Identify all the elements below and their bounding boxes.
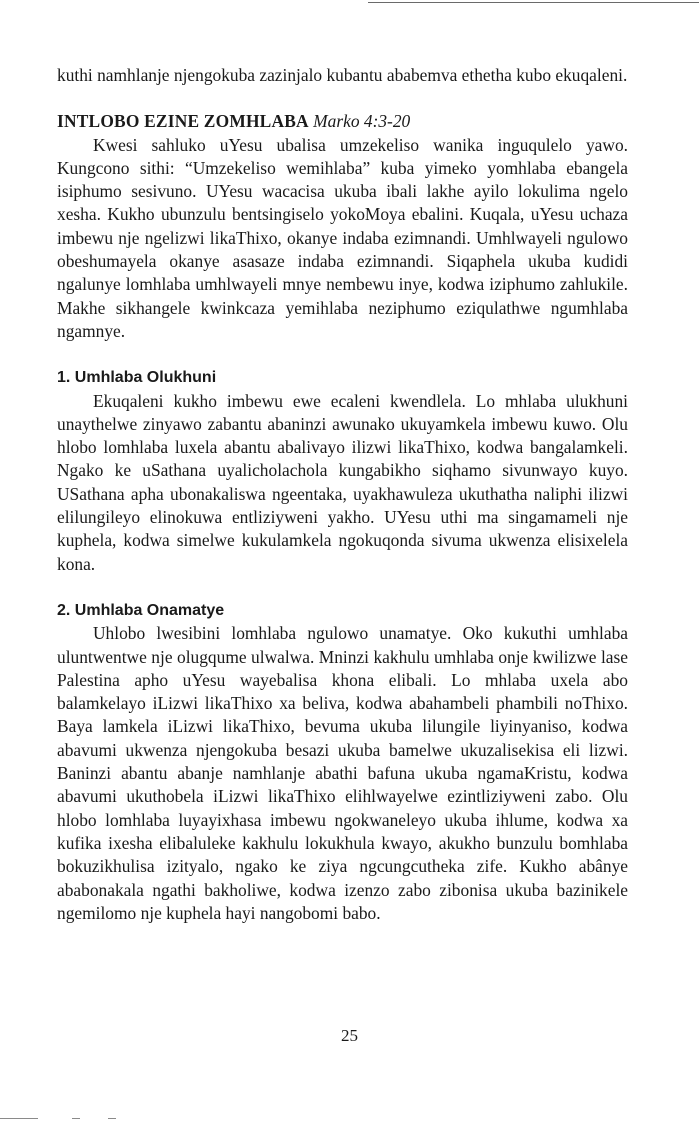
section-paragraph: Ekuqaleni kukho imbewu ewe ecaleni kwendlela. Lo mhlaba ulukhuni unaythelwe zinyawo zabantu abaninzi awunako ukuyamkela imbewu kuwo. Olu hlobo lomhlaba luxela abantu abalivayo ilizwi likaThixo, kodwa bangalamkeli. Ngako ke uSathana uyalicholachola kungabikho siqhamo sivunwayo kuyo. USathana apha ubonakaliswa ngeentaka, uyakhawuleza ukuthatha naliphi ilizwi elilungileyo elinokuwa entliziyweni yakho. UYesu uthi ma singamameli nje kuphela, kodwa simelwe kukulamkela ngokuqonda sivuma ukwenza elisixelela kona. — [57, 390, 628, 574]
spacer — [57, 87, 628, 110]
section-heading: 1. Umhlaba Olukhuni — [57, 369, 217, 387]
chapter-heading — [57, 110, 628, 133]
scan-edge-mark — [0, 1118, 38, 1119]
spacer — [57, 576, 628, 599]
page-body — [57, 64, 628, 925]
page-number: 25 — [341, 1026, 358, 1045]
spacer — [57, 343, 628, 366]
scan-edge-mark — [108, 1118, 116, 1119]
intro-paragraph: kuthi namhlanje njengokuba zazinjalo kubantu ababemva ethetha kubo ekuqaleni. — [57, 65, 628, 85]
scan-edge-mark — [72, 1118, 80, 1119]
chapter-title: INTLOBO EZINE ZOMHLABA — [57, 111, 309, 132]
scripture-reference: Marko 4:3-20 — [313, 111, 411, 132]
top-rule — [368, 2, 699, 3]
section-paragraph: Uhlobo lwesibini lomhlaba ngulowo unamatye. Oko kukuthi umhlaba uluntwentwe nje olugqume ulwalwa. Mninzi kakhulu umhlaba onje kwilizwe lase Palestina apho uYesu wayebalisa khona elibali. Lo mhlaba uxela abo balamkelayo iLizwi likaThixo xa beliva, kodwa abahambeli phambili noThixo. Baya lamkela iLizwi likaThixo, bevuma ukuba lilungile liyinyaniso, kodwa abavumi ukwenza njengokuba besazi ukuba bamelwe ukuzalisekisa eli lizwi. Baninzi abantu abanje namhlanje abathi bafuna ukuba ngamaKristu, kodwa abavumi ukuthobela iLizwi likaThixo elihlwayelwe ezintliziyweni zabo. Olu hlobo lomhlaba luyayixhasa imbewu ngokwaneleyo ukuba ihlume, kodwa xa kufika ixesha elibaluleke kakhulu lokukhula kwayo, akukho bunzulu bomhlaba bokuzikhulisa izityalo, ngako ke ziya ngcungcutheka zife. Kukho abânye ababonakala ngathi bakholiwe, kodwa izenzo zabo zibonisa ukuba bazinikele ngemilomo nje kuphela hayi nangobomi babo. — [57, 623, 628, 923]
section-heading: 2. Umhlaba Onamatye — [57, 601, 225, 619]
chapter-intro-paragraph: Kwesi sahluko uYesu ubalisa umzekeliso wanika inguqulelo yawo. Kungcono sithi: “Umzekeliso wemihlaba” kuba yimeko yomhlaba ebangela isiphumo sesivuno. UYesu wacacisa ukuba ibali lakhe ayilo lokulima ngelo xesha. Kukho ubunzulu bentsingiselo yokoMoya ebalini. Kuqala, uYesu uchaza imbewu nje ngelizwi likaThixo, okanye indaba ezimnandi. Umhlwayeli ngulowo obeshumayela okanye asasaze indaba ezimnandi. Siqaphela ukuba kudidi ngalunye lomhlaba umhlwayeli mnye nembewu inye, kodwa iziphumo zahlukile. Makhe sikhangele kwinkcaza yemihlaba neziphumo eziqulathwe ngumhlaba ngamnye. — [57, 134, 628, 341]
